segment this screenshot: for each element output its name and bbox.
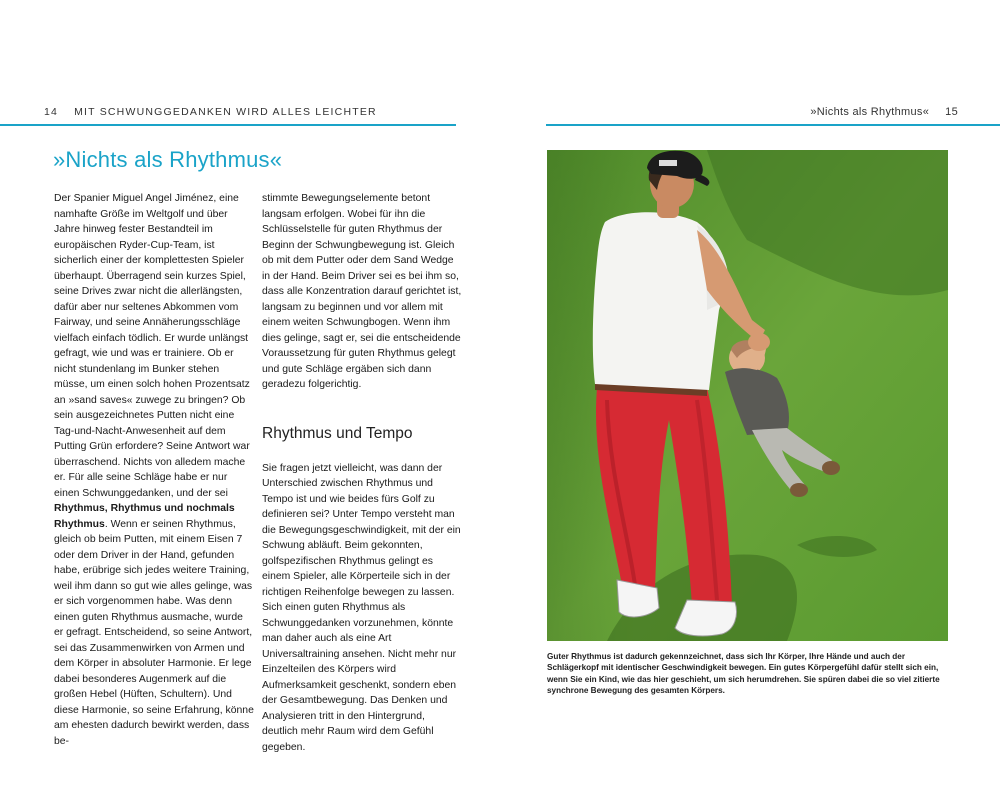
- section-subheading: Rhythmus und Tempo: [262, 424, 413, 442]
- column-2-paragraph-2: Sie fragen jetzt vielleicht, was dann der Unterschied zwischen Rhythmus und Tempo ist und wie beides fürs Golf zu definieren sei? Unter Tempo versteht man die Bewegungsgeschwindigkeit, mit der ein Schwung abläuft. Beim gekonnten, golfspezifischen Rhythmus gelingt es einem Spieler, alle Körperteile sich in der richtigen Reihenfolge bewegen zu lassen. Sich einen guten Rhythmus als Schwunggedanken vorzunehmen, könnte man daher auch als eine Art Universaltraining ansehen. Nicht mehr nur Einzelteilen des Körpers wird Aufmerksamkeit geschenkt, sondern eben der Gesamtbewegung. Das Denken und Analysieren tritt in den Hintergrund, deutlich mehr Raum wird dem Gefühl gegeben.: [262, 462, 461, 753]
- golfer-right-shoe: [675, 600, 736, 636]
- article-title: »Nichts als Rhythmus«: [53, 147, 283, 172]
- photo-illustration: [547, 150, 948, 641]
- left-page-header: [44, 106, 377, 118]
- photo-caption: Guter Rhythmus ist dadurch gekennzeichnet, dass sich Ihr Körper, Ihre Hände und auch der Schlägerkopf mit identischer Geschwindigkeit bewegen. Ein gutes Körpergefühl dafür stellt sich ein, wenn Sie ein Kind, wie das hier geschieht, um sich herumdrehen. Sie spüren dabei die so viel zitierte synchrone Bewegung des gesamten Körpers.: [547, 652, 940, 696]
- right-page-number: 15: [945, 106, 958, 118]
- column-2-paragraph-1: stimmte Bewegungselemente betont langsam erfolgen. Wobei für ihn die Schlüsselstelle für guten Rhythmus der Beginn der Schwungbewegung ist. Gleich ob mit dem Putter oder dem Sand Wedge in der Hand. Beim Driver sei es bei ihm so, dass alle Konzentration darauf gerichtet ist, langsam zu beginnen und vor allem mit einem weiten Schwungbogen. Wenn ihm dies gelinge, sagt er, sei die entscheidende Voraussetzung für guten Rhythmus gelegt und gute Schläge ergäben sich dann geradezu folgerichtig.: [262, 193, 462, 390]
- joined-hands: [748, 333, 770, 351]
- column-1-text-b: . Wenn er seinen Rhythmus, gleich ob beim Putten, mit einem Eisen 7 oder dem Driver in der Hand, gefunden habe, erübrige sich jedes weitere Training, weil ihm dann so gut wie alles gelinge, was er sich vorgenommen habe. Was denn einen guten Rhythmus ausmache, wurde er gefragt. Entscheidend, so seine Antwort, sei das Zusammenwirken von Armen und dem Körper in absoluter Harmonie. Er lege dabei besonderes Augenmerk auf die großen Hebel (Hüften, Schultern). Und diese Harmonie, so seine Erfahrung, könne am ehesten dadurch bewirkt werden, dass be-: [54, 518, 254, 747]
- text-column-2: [262, 191, 462, 755]
- right-header-rule: [546, 124, 1000, 126]
- child-foot-1: [822, 461, 840, 475]
- left-running-title: MIT SCHWUNGGEDANKEN WIRD ALLES LEICHTER: [74, 106, 377, 118]
- column-1-bold-text: Rhythmus, Rhythmus und nochmals Rhythmus: [54, 503, 235, 530]
- right-running-title: »Nichts als Rhythmus«: [810, 106, 930, 118]
- left-page-number: 14: [44, 106, 59, 118]
- text-column-1: [54, 191, 254, 749]
- golfer-swinging-child-photo: [547, 150, 948, 641]
- column-1-text-a: Der Spanier Miguel Angel Jiménez, eine namhafte Größe im Weltgolf und über Jahre hinweg fester Bestandteil im europäischen Ryder-Cup-Team, ist sicherlich einer der komplettesten Spieler überhaupt. Überragend sein kurzes Spiel, seine Drives zwar nicht die allerlängsten, dafür aber nur seltenes Abkommen vom Fairway, und seine Annäherungsschläge vielfach einfach tödlich. Er wurde unlängst gefragt, wie und was er trainiere. Ob er nicht stundenlang im Bunker stehen müsse, um einen solch hohen Prozentsatz an »sand saves« zuwege zu bringen? Ob sein ausgezeichnetes Putten nicht eine Tag-und-Nacht-Anwesenheit auf dem Putting Grün erfordere? Seine Antwort war überraschend. Nichts von alledem mache er. Für alle seine Schläge habe er nur einen Schwunggedanken, und der sei: [54, 193, 250, 499]
- column-1-paragraph: [54, 191, 254, 749]
- right-page-header: [810, 106, 958, 118]
- child-foot-2: [790, 483, 808, 497]
- left-header-rule: [0, 124, 456, 126]
